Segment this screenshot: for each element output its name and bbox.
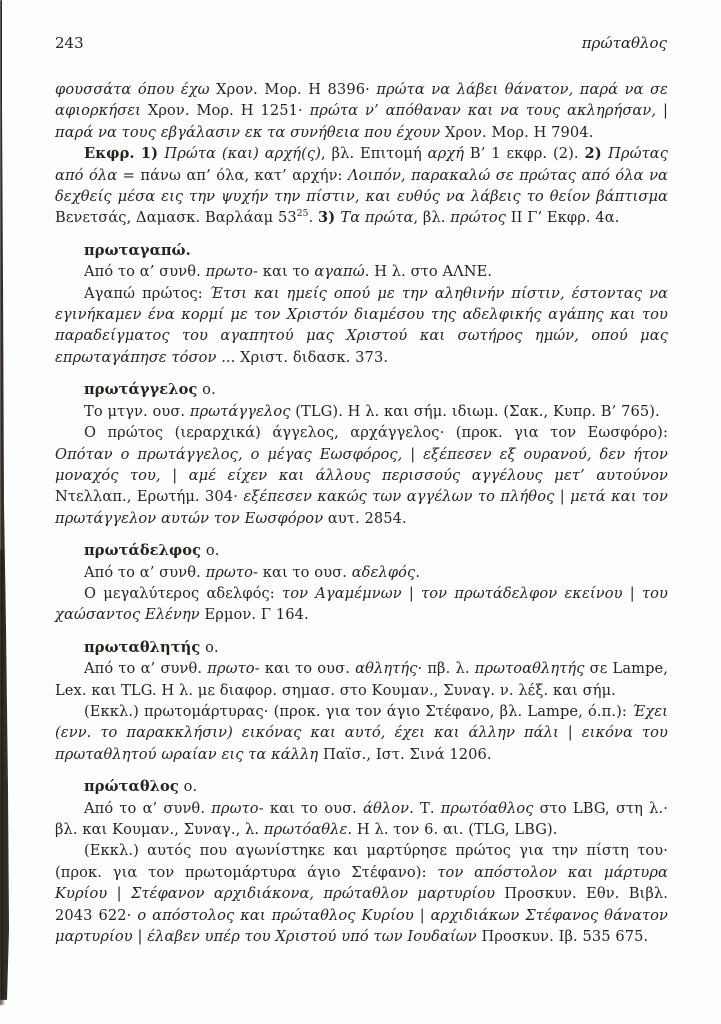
text-segment: = πάνω απ’ όλα, κατ’ αρχήν:: [122, 166, 349, 184]
headword-protadelfos: [55, 540, 668, 561]
text-segment: Βενετσάς, Δαμασκ. Βαρλάαμ 53: [55, 209, 297, 227]
text-segment: πρώτος: [450, 209, 511, 227]
definition-protangelos: [55, 422, 668, 529]
text-segment: Ο πρώτος (ιεραρχικά) άγγελος, αρχάγγελος· (προκ. για τον Εωσφόρο):: [84, 424, 668, 442]
text-segment: 25: [296, 209, 309, 220]
text-segment: Ο μεγαλύτερος αδελφός:: [84, 584, 283, 602]
text-segment: Πρώτα (και) αρχή(ς): [164, 145, 321, 163]
text-segment: Από το α’ συνθ.: [84, 263, 206, 281]
text-segment: Β’ 1 εκφρ. (2).: [469, 145, 585, 163]
text-segment: πρωτάδελφος: [84, 542, 202, 560]
text-segment: πρωτο-: [205, 263, 263, 281]
text-segment: Προσκυν. Εθν. Βιβλ. 2043 622·: [55, 885, 668, 924]
text-segment: Τα πρώτα: [340, 209, 414, 227]
etymology-protadelfos: [55, 562, 668, 583]
text-segment: σε Lampe, Lex. και TLG. Η λ. με διαφορ. σημασ. στο Κουμαν., Συναγ. ν. λέξ. και σήμ.: [55, 660, 669, 699]
text-segment: και το: [262, 263, 315, 281]
text-segment: πρωτόαθλε: [263, 821, 348, 838]
text-segment: 2): [584, 145, 609, 163]
text-segment: (TLG). Η λ. και σήμ. ιδιωμ. (Σακ., Κυπρ. Β’ 765).: [295, 402, 660, 420]
text-segment: στο LBG, στη λ.· βλ. και Κουμαν., Συναγ., λ.: [55, 799, 669, 838]
text-segment: φουσσάτα όπου έχω: [55, 81, 217, 98]
text-segment: Το μτγν. ουσ.: [84, 402, 190, 420]
text-segment: · πβ. λ.: [417, 660, 475, 678]
text-segment: ο.: [178, 778, 198, 796]
quote-continuation: [55, 79, 668, 143]
text-segment: Έτσι και ημείς οπού με την αληθινήν πίστιν, έστοντας να εγινήκαμεν ένα κορμί με τον Χριστόν διαμέσου της αδελφικής αγάπης και του παραδείγματος του αγαπητού μας Χριστού και σωτήρος ημών, οπού μας επρωταγάπησε τόσον ...: [55, 284, 669, 366]
headword-protathlitis: [55, 637, 668, 658]
text-segment: Χριστού υπό των Ιουδαίων: [275, 928, 482, 946]
text-segment: τον Αγαμέμνων | τον πρωτάδελφον εκείνου | του χαώσαντος Ελένην: [55, 584, 668, 624]
etymology-protathlos: [55, 798, 668, 841]
headword-protathlos: [55, 776, 668, 797]
text-segment: Πρώτας από όλα: [55, 145, 668, 184]
binding-shadow-artifact-inner: [0, 550, 5, 1005]
definition-protathlitis: [55, 701, 668, 765]
text-segment: Χρον. Μορ. Η 7904.: [445, 123, 594, 141]
text-segment: πρωτο-: [205, 563, 263, 581]
text-segment: πρώτα να λάβει θάνατον, παρά να σε αφιορκήσει: [55, 81, 668, 120]
ekfr-paragraph: [55, 143, 668, 229]
text-segment: Οπόταν ο πρωτάγγελος, ο μέγας Εωσφόρος, | εξέπεσεν εξ ουρανού, δεν ήτον μοναχός του, | αμέ είχεν και άλλους περισσούς αγγέλους μετ’ αυτούνον: [55, 445, 668, 484]
text-segment: Από το α’ συνθ.: [84, 563, 206, 581]
text-segment: τον απόστολον και μάρτυρα Κυρίου | Στέφανον αρχιδιάκονα, πρώταθλον μαρτυρίου: [55, 863, 668, 903]
text-segment: αθλητής: [355, 660, 418, 678]
text-segment: Προσκυν. Ιβ. 535 675.: [481, 928, 649, 946]
text-segment: Αγαπώ πρώτος:: [84, 284, 210, 302]
text-segment: αγαπώ: [314, 263, 365, 281]
text-segment: Χρον. Μορ. Η 1251·: [147, 102, 310, 120]
text-segment: και το ουσ.: [264, 660, 356, 678]
text-segment: αρχή: [427, 145, 470, 163]
text-segment: πρώταθλος: [84, 778, 179, 796]
text-segment: Έχει (ενν. το παρακκλήσιν) εικόνας και αυτό, έχει και άλλην πάλι | εικόνα του πρωταθλητού ωραίαν εις τα κάλλη: [55, 702, 668, 763]
text-segment: αδελφός: [351, 563, 416, 581]
page-header: [55, 34, 667, 52]
text-segment: ο.: [200, 638, 219, 656]
text-segment: Ερμον. Γ 164.: [204, 606, 309, 624]
text-segment: . Τ.: [409, 799, 441, 817]
running-head: πρώταθλος: [581, 34, 667, 52]
text-segment: .: [415, 563, 421, 581]
text-segment: ο.: [197, 381, 216, 399]
page-number: 243: [55, 34, 84, 52]
text-segment: πρώτα ν’ απόθαναν και να τους ακληρήσαν, | παρά να τους εβγάλασιν εκ τα συνήθεια που έχουν: [55, 102, 668, 141]
text-segment: Από το α’ συνθ.: [84, 799, 212, 817]
text-segment: εξέπεσεν κακώς των αγγέλων το πλήθος | μετά και τον πρωτάγγελον αυτών τον Εωσφόρον: [55, 488, 668, 527]
text-segment: . Η λ. τον 6. αι. (TLG, LBG).: [347, 821, 558, 838]
text-segment: πρωτο-: [207, 660, 265, 678]
text-segment: , βλ.: [413, 209, 451, 227]
text-segment: άθλον: [363, 799, 410, 817]
text-segment: (Εκκλ.) πρωτομάρτυρας· (προκ. για τον άγιο Στέφανο, βλ. Lampe, ό.π.):: [84, 702, 633, 720]
text-segment: και το ουσ.: [269, 799, 364, 817]
text-segment: και το ουσ.: [262, 563, 352, 581]
text-segment: πρωταγαπώ.: [84, 241, 191, 259]
etymology-protangelos: [55, 401, 668, 422]
text-segment: Λοιπόν, παρακαλώ σε πρώτας από όλα να δεχθείς μέσα εις την ψυχήν την πίστιν, και ευθύς να λάβεις το θείον βάπτισμα: [55, 166, 668, 206]
text-segment: Χρον. Μορ. Η 8396·: [216, 81, 377, 98]
definition-protagapo: [55, 283, 668, 369]
lexicon-text-column: [55, 79, 668, 947]
text-segment: πρωτάγγελος: [189, 402, 296, 420]
text-segment: 3): [317, 209, 341, 227]
etymology-protagapo: [55, 261, 668, 282]
text-segment: πρωτάγγελος: [84, 381, 198, 399]
text-segment: πρωτο-: [211, 799, 270, 817]
text-segment: ο.: [201, 542, 220, 560]
text-segment: Ντελλαπ., Ερωτήμ. 304·: [55, 488, 244, 506]
text-segment: ΙΙ Γ’ Εκφρ. 4α.: [510, 209, 620, 227]
text-segment: . Η λ. στο ΑΛΝΕ.: [364, 263, 493, 281]
text-segment: πρωτόαθλος: [440, 799, 540, 817]
text-segment: (Εκκλ.) αυτός που αγωνίστηκε και μαρτύρησε πρώτος για την πίστη του· (προκ. για τον πρωτομάρτυρα άγιο Στέφανο):: [55, 842, 668, 881]
text-segment: Χριστ. διδασκ. 373.: [240, 348, 389, 366]
etymology-protathlitis: [55, 658, 668, 701]
headword-protangelos: [55, 379, 668, 400]
text-segment: .: [308, 209, 318, 227]
definition-protathlos: [55, 840, 668, 947]
text-segment: Παϊσ., Ιστ. Σινά 1206.: [323, 745, 492, 763]
text-segment: Εκφρ. 1): [84, 145, 165, 163]
definition-protadelfos: [55, 583, 668, 626]
text-segment: πρωτοαθλητής: [474, 660, 590, 678]
text-segment: αυτ. 2854.: [327, 509, 407, 527]
text-segment: ο απόστολος και πρώταθλος Κυρίου | αρχιδιάκων Στέφανος θάνατον μαρτυρίου | έλαβεν υπέρ του: [55, 906, 668, 946]
text-segment: Από το α’ συνθ.: [84, 660, 208, 678]
text-segment: πρωταθλητής: [84, 638, 201, 656]
text-segment: , βλ. Επιτομή: [321, 145, 428, 163]
headword-protagapo: [55, 240, 668, 261]
